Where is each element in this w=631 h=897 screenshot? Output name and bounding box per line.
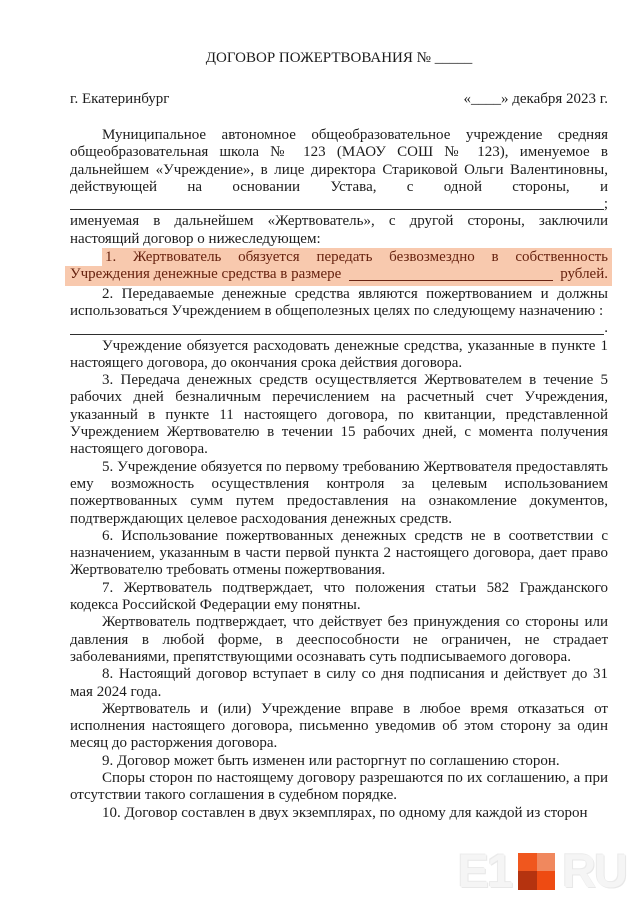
currency-label: рублей. [560,266,608,283]
clause-1-highlighted [70,248,608,286]
amount-label: Учреждения денежные средства в размере [70,266,342,283]
watermark-e1-text: E1 [457,844,512,897]
clause-8-continuation: Жертвователь и (или) Учреждение вправе в любое время отказаться от исполнения настоящего договора, письменно уведомив об этом сторону за один месяц до расторжения договора. [70,700,608,752]
clause-5: 5. Учреждение обязуется по первому требованию Жертвователя предоставлять ему возможность осуществления контроля за целевым использованием пожертвованных сумм путем предоставления на ознакомление документов, подтверждающих целевое расходования денежных средств. [70,458,608,527]
logo-cell-top-right [537,853,556,872]
logo-cell-bottom-right [537,871,556,890]
clause-1-line-2 [65,266,612,285]
clause-7: 7. Жертвователь подтверждает, что положения статьи 582 Гражданского кодекса Российской Федерации ему понятны. [70,579,608,614]
intro-continuation: именуемая в дальнейшем «Жертвователь», с другой стороны, заключили настоящий договор о нижеследующем: [70,213,608,247]
clause-2-continuation: Учреждение обязуется расходовать денежные средства, указанные в пункте 1 настоящего договора, до окончания срока действия договора. [70,337,608,371]
date-label: «____» декабря 2023 г. [463,91,608,107]
header-row [70,90,608,108]
city-label: г. Екатеринбург [70,91,170,107]
document-title: ДОГОВОР ПОЖЕРТВОВАНИЯ № _____ [205,50,473,66]
blank-fill-line-1 [70,196,608,213]
clause-8: 8. Настоящий договор вступает в силу со дня подписания и действует до 31 мая 2024 года. [70,666,608,700]
fill-rule [70,334,604,335]
fill-rule [70,209,604,210]
fill-line-punct: ; [603,196,608,213]
clause-10: 10. Договор составлен в двух экземплярах, по одному для каждой из сторон [102,804,588,821]
amount-blank-field [349,280,553,281]
clause-9: 9. Договор может быть изменен или расторгнут по соглашению сторон. [102,752,560,769]
logo-cell-top-left [518,853,537,872]
blank-fill-line-2 [70,320,608,337]
clause-2: 2. Передаваемые денежные средства являются пожертвованием и должны использоваться Учреждением в общеполезных целях по следующему назначению : [70,285,608,319]
clause-3: 3. Передача денежных средств осуществляется Жертвователем в течение 5 рабочих дней безналичным перечислением на расчетный счет Учреждения, указанный в пункте 11 настоящего договора, по квитанции, представленной Учреждением Жертвователю в течении 15 рабочих дней, с момента получения настоящего договора. [70,372,608,458]
e1ru-watermark [457,844,626,897]
document-body [70,127,608,822]
watermark-ru-text: RU [562,844,626,897]
e1ru-logo-icon [518,853,555,890]
clause-9-continuation: Споры сторон по настоящему договору разрешаются по их соглашению, а при отсутствии такого соглашения в судебном порядке. [70,769,608,804]
fill-line-punct: . [604,320,608,337]
intro-paragraph: Муниципальное автономное общеобразовательное учреждение средняя общеобразовательная школа № 123 (МАОУ СОШ № 123), именуемое в дальнейшем «Учреждение», в лице директора Стариковой Ольги Валентиновны, действующей на основании Устава, с одной стороны, и [70,127,608,195]
clause-1-line-1: 1. Жертвователь обязуется передать безвозмездно в собственность [102,248,612,266]
clause-6: 6. Использование пожертвованных денежных средств не в соответствии с назначением, указанным в части первой пункта 2 настоящего договора, дает право Жертвователю требовать отмены пожертвования. [70,527,608,579]
logo-cell-bottom-left [518,871,537,890]
clause-7-continuation: Жертвователь подтверждает, что действует без принуждения со стороны или давления в любой форме, в дееспособности не ограничен, не страдает заболеваниями, препятствующими осознавать суть подписываемого договора. [70,614,608,665]
